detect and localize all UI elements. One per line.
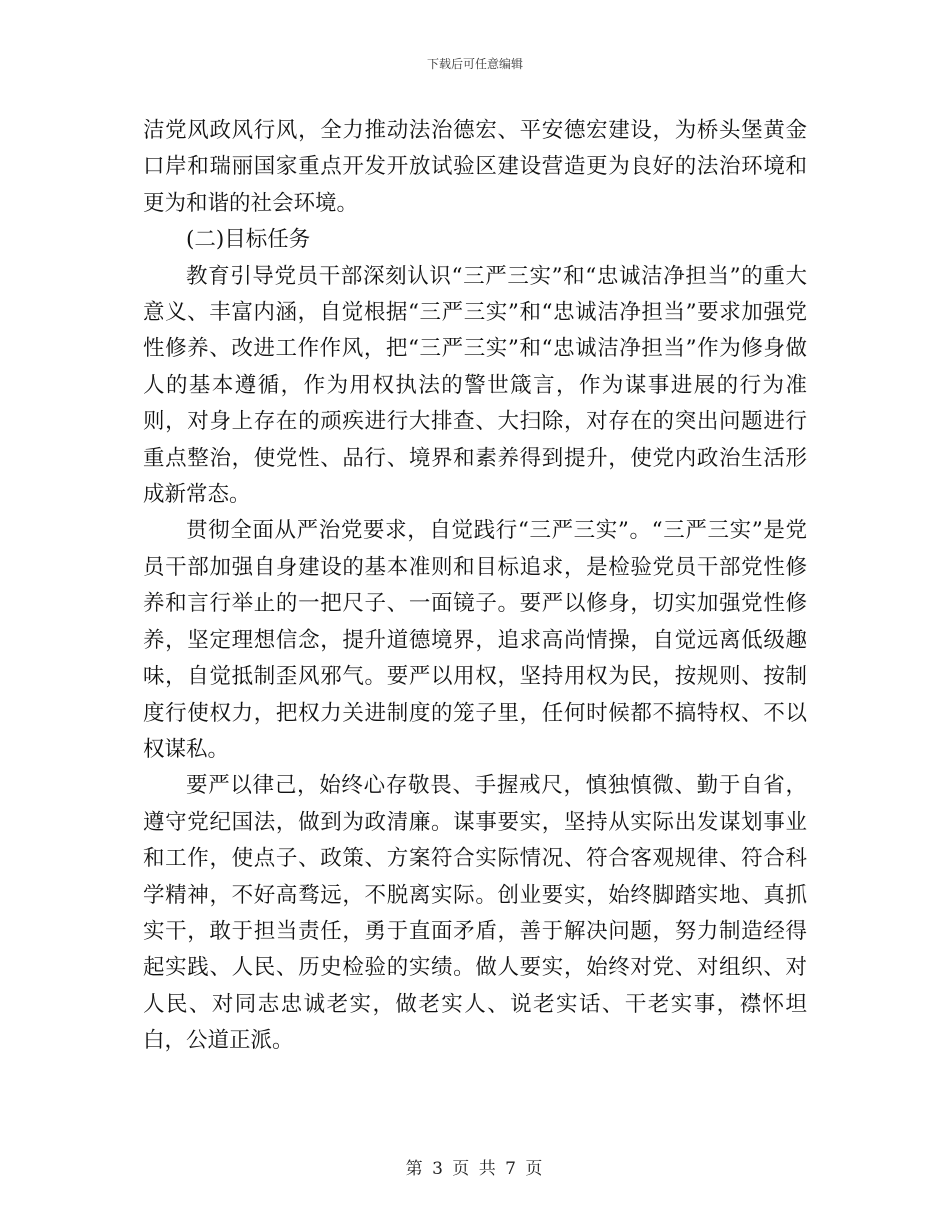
paragraph-1: 洁党风政风行风，全力推动法治德宏、平安德宏建设，为桥头堡黄金口岸和瑞丽国家重点开发开放试验区建设营造更为良好的法治环境和更为和谐的社会环境。: [143, 118, 807, 216]
paragraph-4: 贯彻全面从严治党要求，自觉践行“三严三实”。“三严三实”是党员干部加强自身建设的基本准则和目标追求，是检验党员干部党性修养和言行举止的一把尺子、一面镜子。要严以修身，切实加强党性修养，坚定理想信念，提升道德境界，追求高尚情操，自觉远离低级趣味，自觉抵制歪风邪气。要严以用权，坚持用权为民，按规则、按制度行使权力，把权力关进制度的笼子里，任何时候都不搞特权、不以权谋私。: [143, 518, 807, 762]
section-heading-goals: (二)目标任务: [186, 227, 311, 253]
page-number-footer: 第 3 页 共 7 页: [405, 1159, 545, 1179]
page-header-note: 下载后可任意编辑: [426, 57, 523, 71]
document-body: [143, 113, 807, 1060]
paragraph-3: 教育引导党员干部深刻认识“三严三实”和“忠诚洁净担当”的重大意义、丰富内涵，自觉根据“三严三实”和“忠诚洁净担当”要求加强党性修养、改进工作作风，把“三严三实”和“忠诚洁净担当”作为修身做人的基本遵循，作为用权执法的警世箴言，作为谋事进展的行为准则，对身上存在的顽疾进行大排查、大扫除，对存在的突出问题进行重点整治，使党性、品行、境界和素养得到提升，使党内政治生活形成新常态。: [143, 263, 807, 508]
paragraph-5: 要严以律己，始终心存敬畏、手握戒尺，慎独慎微、勤于自省，遵守党纪国法，做到为政清廉。谋事要实，坚持从实际出发谋划事业和工作，使点子、政策、方案符合实际情况、符合客观规律、符合科学精神，不好高骛远，不脱离实际。创业要实，始终脚踏实地、真抓实干，敢于担当责任，勇于直面矛盾，善于解决问题，努力制造经得起实践、人民、历史检验的实绩。做人要实，始终对党、对组织、对人民、对同志忠诚老实，做老实人、说老实话、干老实事，襟怀坦白，公道正派。: [143, 773, 807, 1054]
